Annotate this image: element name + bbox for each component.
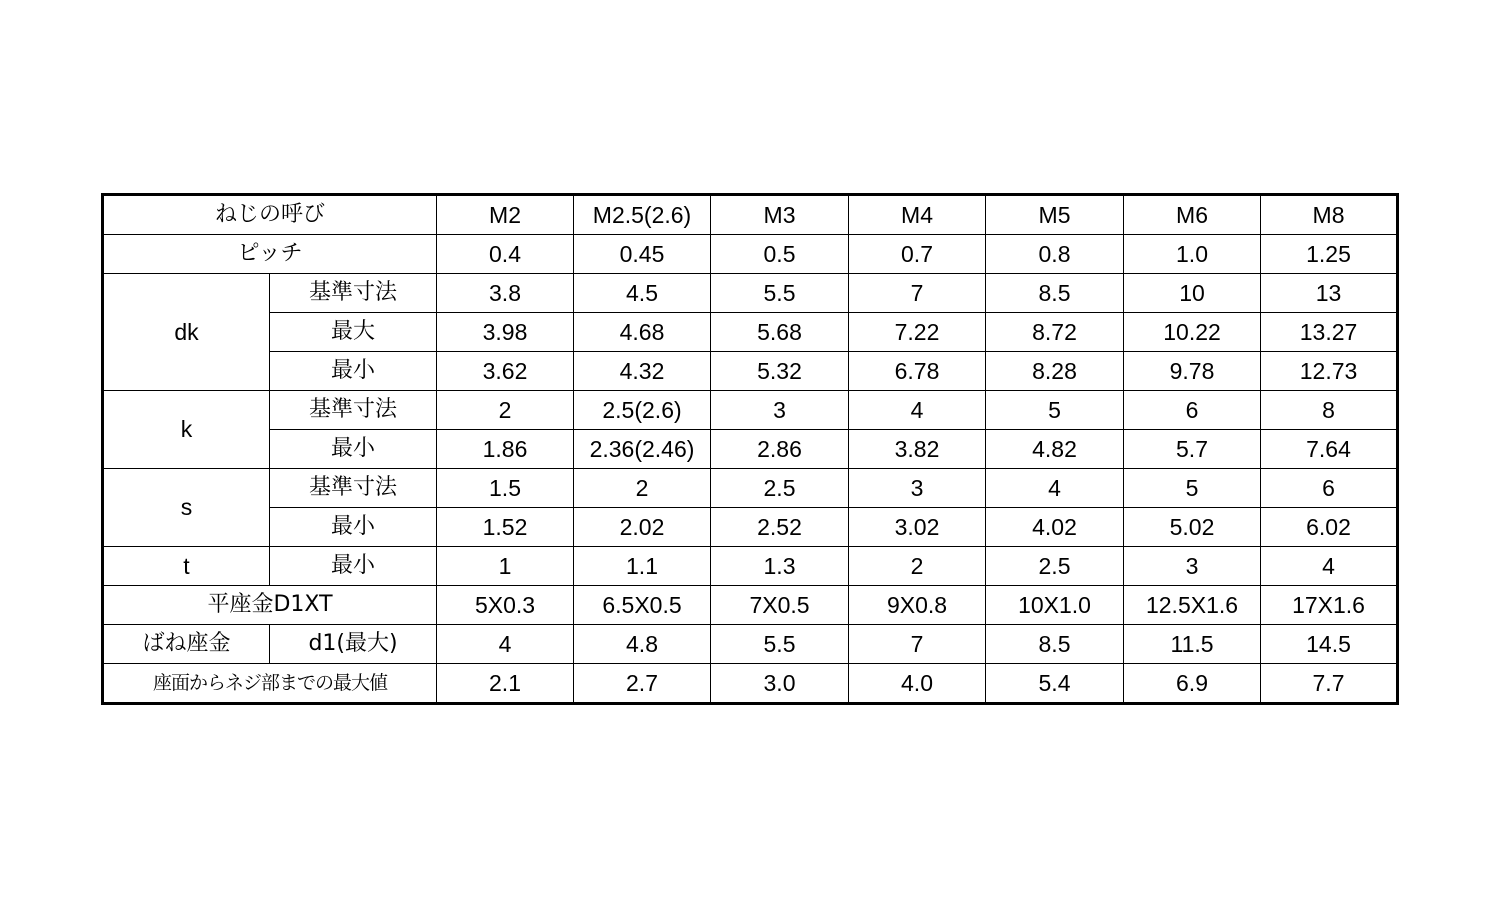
- spring-washer-row: [103, 625, 1398, 664]
- value-cell: 7: [849, 274, 986, 313]
- k-sub-label: 基準寸法: [270, 391, 437, 430]
- t-label: t: [103, 547, 270, 586]
- value-cell: 6.78: [849, 352, 986, 391]
- value-cell: 4.02: [986, 508, 1124, 547]
- spring-washer-label: ばね座金: [103, 625, 270, 664]
- value-cell: 2.7: [574, 664, 711, 704]
- value-cell: 4.82: [986, 430, 1124, 469]
- value-cell: 6: [1261, 469, 1398, 508]
- value-cell: 4: [986, 469, 1124, 508]
- t-row: [103, 547, 1398, 586]
- value-cell: 4.68: [574, 313, 711, 352]
- value-cell: 5.5: [711, 274, 849, 313]
- size-cell: M3: [711, 195, 849, 235]
- dk-sub-label: 基準寸法: [270, 274, 437, 313]
- max-to-thread-label: 座面からネジ部までの最大値: [103, 664, 437, 704]
- header-label: ねじの呼び: [103, 195, 437, 235]
- value-cell: 7X0.5: [711, 586, 849, 625]
- value-cell: 11.5: [1124, 625, 1261, 664]
- k-row-min: [103, 430, 1398, 469]
- value-cell: 17X1.6: [1261, 586, 1398, 625]
- s-row-min: [103, 508, 1398, 547]
- value-cell: 1.25: [1261, 235, 1398, 274]
- value-cell: 5.7: [1124, 430, 1261, 469]
- s-row-nominal: [103, 469, 1398, 508]
- value-cell: 1.0: [1124, 235, 1261, 274]
- value-cell: 2.02: [574, 508, 711, 547]
- value-cell: 10.22: [1124, 313, 1261, 352]
- pitch-label: ピッチ: [103, 235, 437, 274]
- value-cell: 1.5: [437, 469, 574, 508]
- value-cell: 3: [711, 391, 849, 430]
- value-cell: 6.5X0.5: [574, 586, 711, 625]
- value-cell: 3.98: [437, 313, 574, 352]
- value-cell: 6: [1124, 391, 1261, 430]
- value-cell: 1.1: [574, 547, 711, 586]
- value-cell: 1.52: [437, 508, 574, 547]
- value-cell: 12.73: [1261, 352, 1398, 391]
- flat-washer-row: [103, 586, 1398, 625]
- value-cell: 6.02: [1261, 508, 1398, 547]
- value-cell: 3.82: [849, 430, 986, 469]
- size-cell: M2.5(2.6): [574, 195, 711, 235]
- dk-row-nominal: [103, 274, 1398, 313]
- value-cell: 12.5X1.6: [1124, 586, 1261, 625]
- s-sub-label: 最小: [270, 508, 437, 547]
- k-sub-label: 最小: [270, 430, 437, 469]
- value-cell: 2: [574, 469, 711, 508]
- value-cell: 3.02: [849, 508, 986, 547]
- value-cell: 14.5: [1261, 625, 1398, 664]
- value-cell: 2.5: [986, 547, 1124, 586]
- value-cell: 0.5: [711, 235, 849, 274]
- value-cell: 2.86: [711, 430, 849, 469]
- value-cell: 0.45: [574, 235, 711, 274]
- value-cell: 8.5: [986, 274, 1124, 313]
- size-cell: M8: [1261, 195, 1398, 235]
- value-cell: 8: [1261, 391, 1398, 430]
- dk-sub-label: 最小: [270, 352, 437, 391]
- value-cell: 5: [1124, 469, 1261, 508]
- value-cell: 1.86: [437, 430, 574, 469]
- spring-washer-sub-label: d1(最大): [270, 625, 437, 664]
- value-cell: 7.7: [1261, 664, 1398, 704]
- value-cell: 5.4: [986, 664, 1124, 704]
- value-cell: 3: [849, 469, 986, 508]
- value-cell: 2: [849, 547, 986, 586]
- value-cell: 4: [437, 625, 574, 664]
- dk-row-min: [103, 352, 1398, 391]
- value-cell: 2.5(2.6): [574, 391, 711, 430]
- value-cell: 6.9: [1124, 664, 1261, 704]
- value-cell: 0.7: [849, 235, 986, 274]
- value-cell: 5.32: [711, 352, 849, 391]
- value-cell: 2.5: [711, 469, 849, 508]
- value-cell: 5: [986, 391, 1124, 430]
- size-cell: M2: [437, 195, 574, 235]
- value-cell: 4.0: [849, 664, 986, 704]
- value-cell: 7: [849, 625, 986, 664]
- value-cell: 8.72: [986, 313, 1124, 352]
- value-cell: 2: [437, 391, 574, 430]
- value-cell: 3.62: [437, 352, 574, 391]
- dk-sub-label: 最大: [270, 313, 437, 352]
- value-cell: 7.64: [1261, 430, 1398, 469]
- value-cell: 4: [849, 391, 986, 430]
- value-cell: 2.1: [437, 664, 574, 704]
- value-cell: 8.5: [986, 625, 1124, 664]
- value-cell: 0.8: [986, 235, 1124, 274]
- value-cell: 5.68: [711, 313, 849, 352]
- value-cell: 3: [1124, 547, 1261, 586]
- size-cell: M4: [849, 195, 986, 235]
- size-cell: M5: [986, 195, 1124, 235]
- value-cell: 4.32: [574, 352, 711, 391]
- size-cell: M6: [1124, 195, 1261, 235]
- value-cell: 4: [1261, 547, 1398, 586]
- value-cell: 13.27: [1261, 313, 1398, 352]
- value-cell: 1.3: [711, 547, 849, 586]
- value-cell: 4.8: [574, 625, 711, 664]
- s-sub-label: 基準寸法: [270, 469, 437, 508]
- value-cell: 10X1.0: [986, 586, 1124, 625]
- value-cell: 8.28: [986, 352, 1124, 391]
- value-cell: 9X0.8: [849, 586, 986, 625]
- value-cell: 7.22: [849, 313, 986, 352]
- value-cell: 2.52: [711, 508, 849, 547]
- value-cell: 10: [1124, 274, 1261, 313]
- value-cell: 9.78: [1124, 352, 1261, 391]
- value-cell: 0.4: [437, 235, 574, 274]
- value-cell: 13: [1261, 274, 1398, 313]
- dk-row-max: [103, 313, 1398, 352]
- screw-spec-table: [101, 193, 1399, 705]
- max-to-thread-row: [103, 664, 1398, 704]
- header-row: [103, 195, 1398, 235]
- value-cell: 3.8: [437, 274, 574, 313]
- pitch-row: [103, 235, 1398, 274]
- flat-washer-label: 平座金D1XT: [103, 586, 437, 625]
- value-cell: 1: [437, 547, 574, 586]
- s-label: s: [103, 469, 270, 547]
- value-cell: 2.36(2.46): [574, 430, 711, 469]
- value-cell: 5.02: [1124, 508, 1261, 547]
- t-sub-label: 最小: [270, 547, 437, 586]
- k-label: k: [103, 391, 270, 469]
- dk-label: dk: [103, 274, 270, 391]
- k-row-nominal: [103, 391, 1398, 430]
- value-cell: 3.0: [711, 664, 849, 704]
- value-cell: 5X0.3: [437, 586, 574, 625]
- value-cell: 5.5: [711, 625, 849, 664]
- value-cell: 4.5: [574, 274, 711, 313]
